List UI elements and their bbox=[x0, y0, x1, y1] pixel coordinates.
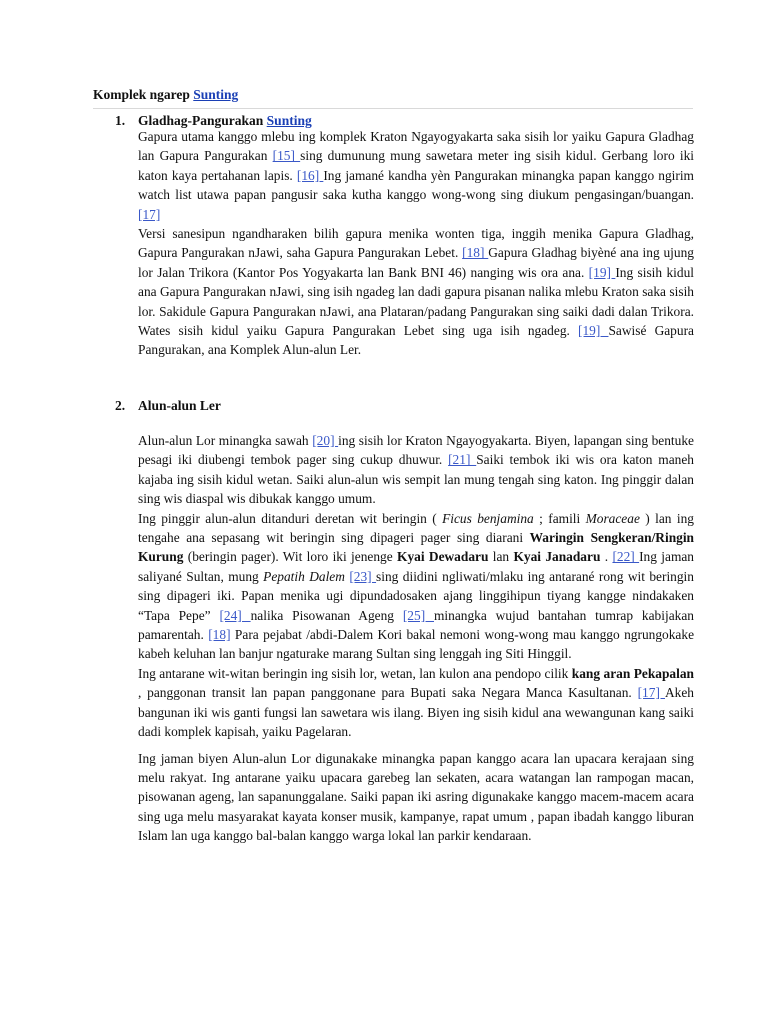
text-run: ing sisih lor Kraton Ngayogyakarta. Biyen, lapangan sing bentuke pesagi iki diubengi tembok pager sing cukup dhuwur. bbox=[138, 433, 694, 468]
footnote-ref-17[interactable]: [17] bbox=[138, 206, 161, 222]
text-run: Versi sanesipun ngandharaken bilih gapura menika wonten tiga, inggih menika Gapura Gladhag, Gapura Pangurakan nJawi, saha Gapura Pangurakan Lebet. bbox=[138, 226, 694, 261]
text-run: Sawisé Gapura Pangurakan, ana Komplek Alun-alun Ler. bbox=[138, 323, 694, 358]
footnote-ref-20[interactable]: [20] bbox=[312, 433, 339, 448]
italic-term: Ficus benjamina bbox=[442, 510, 534, 526]
text-run: Ing sisih kidul ana Gapura Pangurakan nJawi, sing isih ngadeg lan dadi gapura pisanan nalika mlebu Kraton saka sisih lor. Sakidule Gapura Pangurakan nJawi, ana Plataran/padang Pangurakan sing saiki dadi dalan Trikora. Wates sisih kidul yaiku Gapura Pangurakan Lebet sing uga isih ngadeg. bbox=[138, 264, 694, 339]
footnote-ref-25[interactable]: [25] bbox=[402, 607, 434, 623]
section-1-body bbox=[138, 127, 694, 360]
text-run: lan bbox=[488, 549, 514, 565]
italic-term: Pepatih Dalem bbox=[263, 568, 345, 584]
text-run: Ing pinggir alun-alun ditanduri deretan wit beringin ( bbox=[138, 510, 443, 526]
section-2-paragraph-1 bbox=[138, 431, 694, 509]
bold-term: Kyai Janadaru bbox=[513, 549, 601, 565]
text-run: Ing jaman biyen Alun-alun Lor digunakake minangka papan kanggo acara lan upacara kerajaan sing melu rakyat. Ing antarane yaiku upacara garebeg lan sekaten, acara watangan lan rampogan macan, pisowanan ageng, lan sapanunggalane. Saiki papan iki asring digunakake kanggo macem-macem acara sing uga melu masyarakat kayata konser musik, kampanye, rapat umum , papan ibadah kanggo liburan Islam lan uga kanggo bal-balan kanggo warga lokal lan parkir kendaraan. bbox=[138, 750, 694, 844]
text-run: Para pejabat /abdi-Dalem Kori bakal nemoni wong-wong mau kanggo ngrungokake kabeh keluhan lan banjur ngaturake marang Sultan sing lenggah ing Siti Hinggil. bbox=[138, 627, 695, 662]
edit-link-header[interactable]: Sunting bbox=[193, 87, 239, 102]
text-run: ; famili bbox=[533, 510, 586, 526]
text-run: Gapura utama kanggo mlebu ing komplek Kraton Ngayogyakarta saka sisih lor yaiku Gapura Gladhag lan Gapura Pangurakan bbox=[138, 129, 694, 164]
footnote-ref-24[interactable]: [24] bbox=[219, 607, 251, 623]
footnote-ref-18[interactable]: [18] bbox=[462, 245, 489, 261]
italic-term: Moraceae bbox=[585, 510, 640, 526]
section-2-title: Alun-alun Ler bbox=[138, 398, 221, 413]
text-run: Gapura Gladhag biyèné ana ing ujung lor Jalan Trikora (Kantor Pos Yogyakarta lan Bank BNI 46) nanging wis ora ana. bbox=[138, 245, 694, 280]
bold-term: Kyai Dewadaru bbox=[397, 549, 489, 565]
section-1-paragraph-2 bbox=[138, 224, 694, 360]
footnote-ref-19[interactable]: [19] bbox=[588, 264, 616, 280]
footnote-ref-21[interactable]: [21] bbox=[448, 452, 477, 468]
footnote-ref-23[interactable]: [23] bbox=[349, 568, 377, 584]
text-run: nalika Pisowanan Ageng bbox=[250, 607, 403, 623]
section-2-paragraph-4 bbox=[138, 749, 694, 846]
bold-term: Waringin Sengkeran/Ringin Kurung bbox=[138, 530, 694, 565]
text-run: ) lan ing tengahe ana sepasang wit beringin sing dipageri pager sing diarani bbox=[138, 510, 694, 546]
footnote-ref-15[interactable]: [15] bbox=[272, 148, 301, 164]
footnote-ref-19b[interactable]: [19] bbox=[578, 323, 609, 339]
edit-link-section-1[interactable]: Sunting bbox=[266, 113, 312, 128]
text-run: (beringin pager). Wit loro iki jenenge bbox=[183, 549, 398, 565]
text-run: sing dumunung mung sawetara meter ing sisih kidul. Gerbang loro iki katon kaya pertahanan lapis. bbox=[138, 148, 694, 183]
section-2-paragraph-3 bbox=[138, 664, 694, 742]
section-2-paragraph-2 bbox=[138, 509, 694, 664]
footnote-ref-17b[interactable]: [17] bbox=[637, 685, 665, 701]
text-run: minangka wujud bantahan tumrap kabijakan pamarentah. bbox=[138, 607, 694, 643]
text-run: Saiki tembok iki wis ora katon maneh kajaba ing sisih kidul wetan. Saiki alun-alun wis sempit lan mung tengah sing katon. Ing pinggir dalan sing wis diaspal wis dibukak kanggo umum. bbox=[138, 452, 694, 507]
heading-divider bbox=[93, 108, 693, 109]
section-2-body bbox=[138, 431, 694, 846]
text-run: Ing jamané kandha yèn Pangurakan minangka papan kanggo ngirim watch list utawa papan pangusir saka kutha kanggo wong-wong sing diukum pengasingan/buangan. bbox=[138, 167, 694, 203]
footnote-ref-22[interactable]: [22] bbox=[612, 549, 640, 565]
text-run: , panggonan transit lan papan panggonane para Bupati saka Negara Manca Kasultanan. bbox=[138, 685, 638, 701]
page-heading bbox=[93, 87, 238, 103]
text-run: sing diidini ngliwati/mlaku ing antarané rong wit beringin sing dipageri iki. Papan menika ugi dipundadosaken ajang linggihipun tiyang kangge nindakaken “Tapa Pepe” bbox=[138, 568, 694, 623]
heading-title: Komplek ngarep bbox=[93, 87, 190, 102]
section-1-title-text: Gladhag-Pangurakan bbox=[138, 113, 264, 128]
section-1-number: 1. bbox=[115, 113, 126, 128]
text-run: Alun-alun Lor minangka sawah bbox=[138, 433, 313, 448]
footnote-ref-16[interactable]: [16] bbox=[296, 167, 324, 183]
section-2-number: 2. bbox=[115, 398, 126, 413]
bold-term: kang aran Pekapalan bbox=[571, 665, 694, 681]
text-run: Ing antarane wit-witan beringin ing sisih lor, wetan, lan kulon ana pendopo cilik bbox=[138, 665, 572, 681]
text-run: . bbox=[600, 549, 613, 565]
footnote-ref-18b[interactable]: [18] bbox=[208, 627, 231, 643]
section-1-paragraph-1 bbox=[138, 127, 694, 224]
text-run: Ing jaman saliyané Sultan, mung bbox=[138, 549, 694, 584]
text-run: Akeh bangunan iki wis ganti fungsi lan sawetara wis ilang. Biyen ing sisih kidul ana wewangunan kang saiki dadi komplek kapisah, yaiku Pagelaran. bbox=[138, 685, 694, 740]
